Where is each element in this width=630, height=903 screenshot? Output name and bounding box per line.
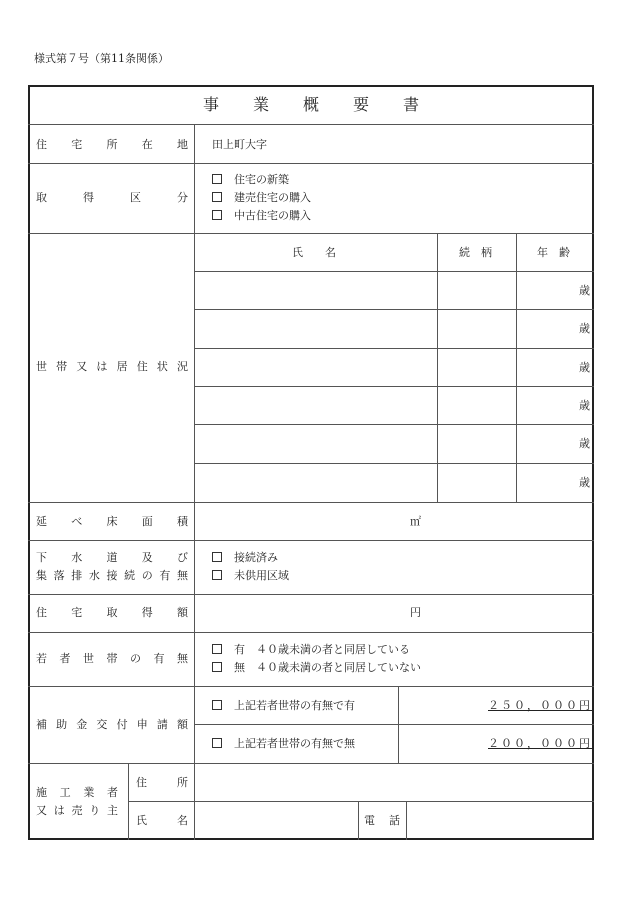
checkbox[interactable]: [212, 644, 222, 654]
divider: [28, 540, 594, 541]
age-unit: 歳: [579, 284, 590, 297]
divider: [28, 502, 594, 503]
young-household-option[interactable]: 有 ４０歳未満の者と同居している: [212, 644, 410, 655]
divider: [28, 594, 594, 595]
checkbox[interactable]: [212, 662, 222, 672]
contractor-name-label: 氏 名: [136, 814, 188, 827]
divider: [194, 124, 195, 763]
phone-label: 電 話: [364, 814, 400, 827]
divider: [437, 233, 438, 502]
sewer-label-line1: 下 水 道 及 び: [36, 551, 188, 564]
household-label: 世 帯 又 は 居 住 状 況: [36, 360, 188, 373]
checkbox[interactable]: [212, 552, 222, 562]
sewer-label-line2: 集 落 排 水 接 続 の 有 無: [36, 569, 188, 582]
divider: [128, 763, 129, 840]
floor-area-unit: ㎡: [410, 515, 421, 528]
relation-header: 続 柄: [459, 246, 492, 259]
divider: [194, 763, 195, 840]
checkbox[interactable]: [212, 738, 222, 748]
divider: [194, 386, 594, 387]
divider: [28, 632, 594, 633]
checkbox[interactable]: [212, 700, 222, 710]
name-header: 氏 名: [292, 246, 336, 259]
divider: [398, 686, 399, 763]
age-unit: 歳: [579, 361, 590, 374]
divider: [194, 271, 594, 272]
acquisition-label: 取 得 区 分: [36, 191, 188, 204]
form-number: 様式第７号（第11条関係）: [34, 52, 169, 65]
subsidy-amount: ２００，０００円: [488, 737, 592, 750]
divider: [28, 686, 594, 687]
contractor-address-label: 住 所: [136, 776, 188, 789]
acquisition-option[interactable]: 中古住宅の購入: [212, 210, 311, 221]
age-unit: 歳: [579, 399, 590, 412]
contractor-label-line2: 又 は 売 り 主: [36, 804, 118, 817]
subsidy-option[interactable]: 上記若者世帯の有無で有: [212, 700, 355, 711]
age-unit: 歳: [579, 437, 590, 450]
subsidy-label: 補 助 金 交 付 申 請 額: [36, 718, 188, 731]
divider: [194, 424, 594, 425]
divider: [194, 463, 594, 464]
checkbox[interactable]: [212, 210, 222, 220]
address-value[interactable]: 田上町大字: [212, 138, 267, 151]
young-household-option[interactable]: 無 ４０歳未満の者と同居していない: [212, 662, 421, 673]
checkbox[interactable]: [212, 192, 222, 202]
subsidy-amount: ２５０，０００円: [488, 699, 592, 712]
checkbox[interactable]: [212, 174, 222, 184]
divider: [406, 801, 407, 840]
divider: [358, 801, 359, 840]
divider: [128, 801, 594, 802]
divider: [28, 124, 594, 125]
contractor-label-line1: 施 工 業 者: [36, 786, 118, 799]
sewer-option[interactable]: 接続済み: [212, 552, 278, 563]
acquisition-amount-label: 住 宅 取 得 額: [36, 606, 188, 619]
divider: [194, 724, 594, 725]
age-header: 年 齢: [537, 246, 570, 259]
address-label: 住 宅 所 在 地: [36, 138, 188, 151]
divider: [194, 348, 594, 349]
form-title: 事 業 概 要 書: [202, 95, 420, 114]
divider: [28, 163, 594, 164]
divider: [28, 233, 594, 234]
acquisition-option[interactable]: 建売住宅の購入: [212, 192, 311, 203]
young-household-label: 若 者 世 帯 の 有 無: [36, 652, 188, 665]
amount-unit: 円: [410, 606, 421, 619]
subsidy-option[interactable]: 上記若者世帯の有無で無: [212, 738, 355, 749]
divider: [28, 763, 594, 764]
divider: [516, 233, 517, 502]
checkbox[interactable]: [212, 570, 222, 580]
acquisition-option[interactable]: 住宅の新築: [212, 174, 289, 185]
floor-area-label: 延 べ 床 面 積: [36, 515, 188, 528]
age-unit: 歳: [579, 322, 590, 335]
sewer-option[interactable]: 未供用区域: [212, 570, 289, 581]
age-unit: 歳: [579, 476, 590, 489]
divider: [194, 309, 594, 310]
